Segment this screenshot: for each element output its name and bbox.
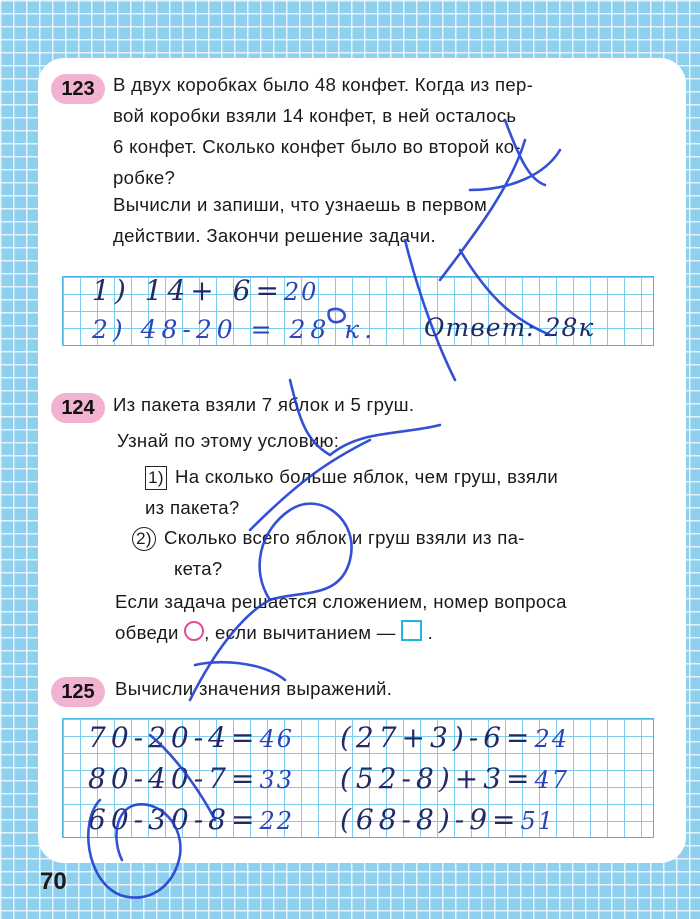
solution-step-1-answer: 20	[283, 278, 319, 306]
instruction-line: Вычисли и запиши, что узнаешь в первом	[113, 194, 488, 215]
task-125-instruction: Вычисли значения выражений.	[115, 678, 393, 699]
rule-line-2b: , если вычитанием —	[204, 622, 396, 643]
expression-row-1-left	[88, 721, 294, 754]
solution-step-1-expr: 1) 14+ 6=	[92, 274, 284, 307]
question-1-number[interactable]: 1)	[145, 466, 167, 490]
square-icon	[401, 620, 422, 641]
task-123-line: В двух коробках было 48 конфет. Когда из пер-	[113, 74, 534, 95]
task-123-instruction	[113, 189, 653, 251]
task-125-badge: 125	[51, 677, 105, 707]
expression-row-2-right	[340, 762, 569, 795]
expr-right-answer: 47	[534, 766, 570, 794]
task-124-prompt: Узнай по этому условию:	[117, 430, 340, 451]
expression-row-2-left	[88, 762, 294, 795]
expr-right-answer: 51	[520, 807, 556, 835]
solution-step-2: 2) 48-20 = 28 к.	[92, 315, 378, 344]
expr-right-answer: 24	[534, 725, 570, 753]
question-1	[145, 461, 655, 523]
task-123-line: робке?	[113, 167, 176, 188]
expr-left: 70-20-4=	[88, 721, 260, 754]
task-124-condition: Из пакета взяли 7 яблок и 5 груш.	[113, 394, 415, 415]
task-123-line: вой коробки взяли 14 конфет, в ней осталось	[113, 105, 517, 126]
task-123-line: 6 конфет. Сколько конфет было во второй ко-	[113, 136, 521, 157]
expr-left-answer: 22	[259, 807, 295, 835]
final-answer: Ответ: 28к	[424, 313, 595, 342]
expr-left-answer: 33	[259, 766, 295, 794]
task-124-badge: 124	[51, 393, 105, 423]
page-number: 70	[40, 868, 67, 895]
rule-text	[115, 586, 655, 648]
expression-row-1-right	[340, 721, 569, 754]
circle-icon	[184, 621, 204, 641]
question-2-text: Сколько всего яблок и груш взяли из па-	[164, 527, 525, 548]
expr-left: 60-30-8=	[88, 803, 260, 836]
task-123-text	[113, 69, 653, 193]
expression-row-3-left	[88, 803, 294, 836]
question-1-text-cont: из пакета?	[145, 497, 240, 518]
solution-step-1	[92, 274, 318, 307]
question-1-text: На сколько больше яблок, чем груш, взяли	[175, 466, 559, 487]
expr-left: 80-40-7=	[88, 762, 260, 795]
expr-left-answer: 46	[259, 725, 295, 753]
question-2	[132, 522, 652, 584]
expression-row-3-right	[340, 803, 555, 836]
rule-line-1: Если задача решается сложением, номер вопроса	[115, 591, 567, 612]
question-2-number[interactable]: 2)	[132, 527, 156, 551]
rule-line-2c: .	[427, 622, 434, 643]
expr-right: (68-8)-9=	[340, 803, 521, 836]
instruction-line: действии. Закончи решение задачи.	[113, 225, 437, 246]
expr-right: (27+3)-6=	[340, 721, 535, 754]
rule-line-2a: обведи	[115, 622, 179, 643]
task-123-badge: 123	[51, 74, 105, 104]
expr-right: (52-8)+3=	[340, 762, 535, 795]
question-2-text-cont: кета?	[174, 558, 223, 579]
